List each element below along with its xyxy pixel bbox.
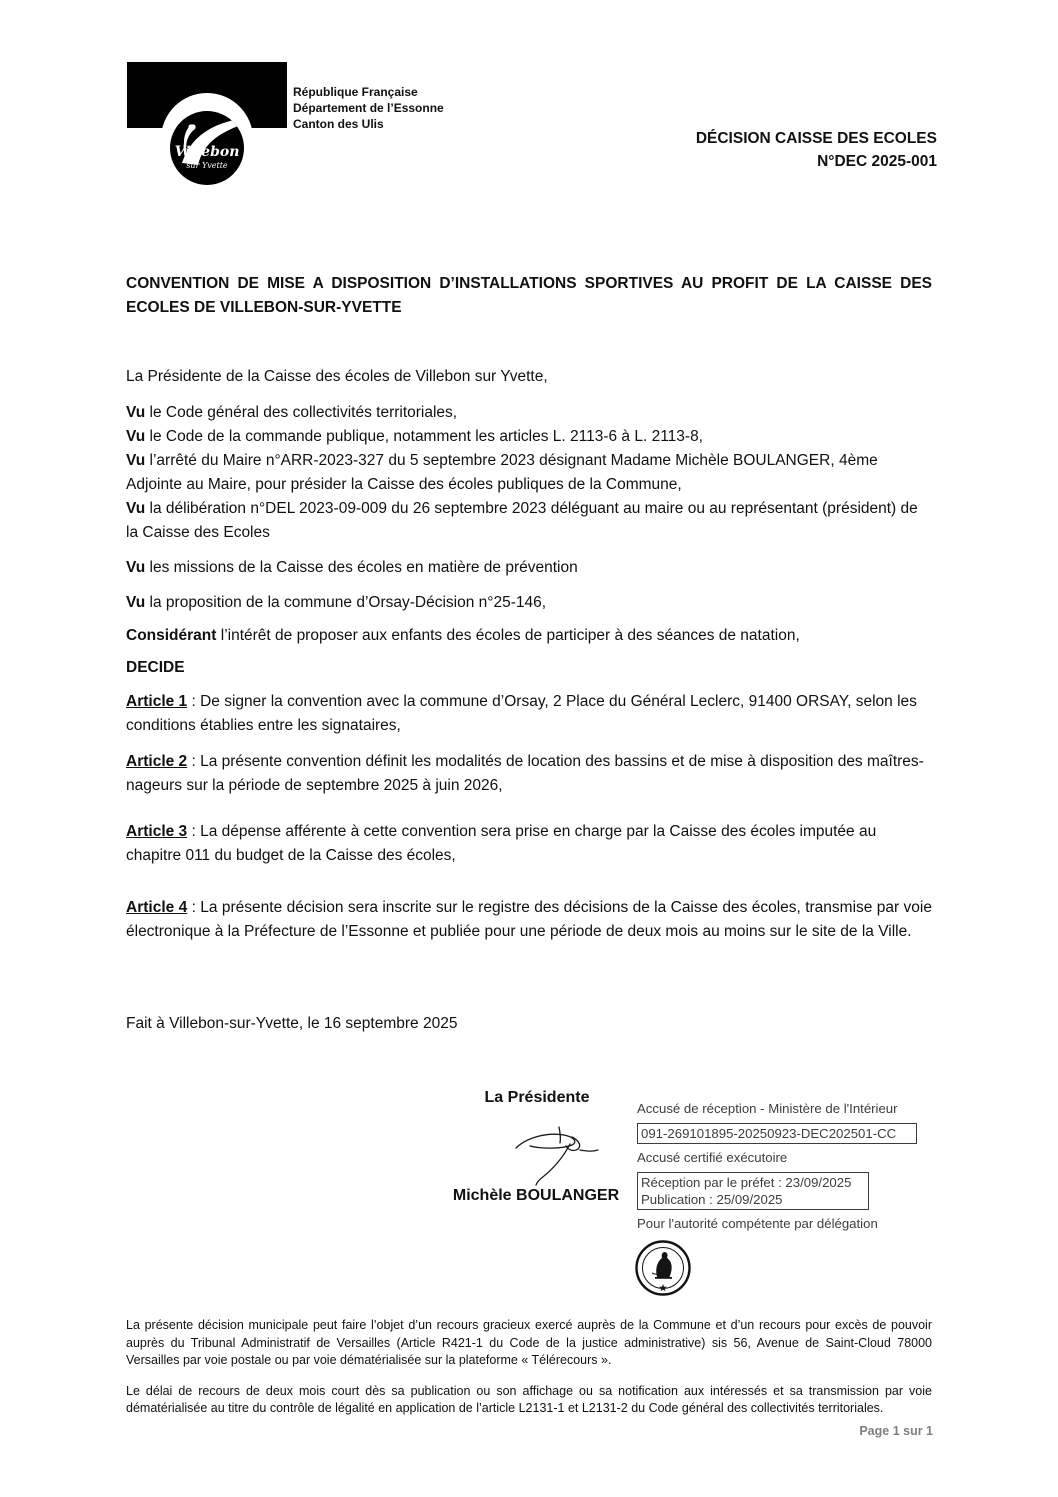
article-1-label: Article 1 xyxy=(126,693,188,710)
stamp-reception-date: Réception par le préfet : 23/09/2025 xyxy=(641,1175,852,1190)
vu-label: Vu xyxy=(126,404,146,421)
vu-text: la délibération n°DEL 2023-09-009 du 26 septembre 2023 déléguant au maire ou au représentant (président) de la Caisse des Ecoles xyxy=(126,500,918,541)
vu-text: les missions de la Caisse des écoles en matière de prévention xyxy=(145,559,578,576)
vu-label: Vu xyxy=(126,594,146,611)
legal-footer xyxy=(126,1317,932,1418)
article-1 xyxy=(126,690,932,738)
vu-clause-4 xyxy=(126,497,932,545)
vu-text: l’arrêté du Maire n°ARR-2023-327 du 5 septembre 2023 désignant Madame Michèle BOULANGER, 4ème Adjointe au Maire, pour présider la Caisse des écoles publiques de la Commune, xyxy=(126,452,878,493)
stamp-act-id: 091-269101895-20250923-DEC202501-CC xyxy=(637,1123,917,1144)
vu-text: le Code de la commande publique, notamment les articles L. 2113-6 à L. 2113-8, xyxy=(145,428,703,445)
handwritten-signature xyxy=(512,1124,607,1186)
vu-label: Vu xyxy=(126,428,146,445)
document-body xyxy=(126,272,932,1036)
stamp-certified: Accusé certifié exécutoire xyxy=(637,1150,788,1165)
article-2-text: : La présente convention définit les modalités de location des bassins et de mise à disposition des maîtres-nageurs sur la période de septembre 2025 à juin 2026, xyxy=(126,753,924,794)
article-4-text: : La présente décision sera inscrite sur le registre des décisions de la Caisse des écoles, transmise par voie électronique à la Préfecture de l’Essonne et publiée pour une période de deux mois au moins sur le site de la Ville. xyxy=(126,899,932,940)
logo-city-name: Villebon xyxy=(174,144,240,160)
vu-text: la proposition de la commune d’Orsay-Décision n°25-146, xyxy=(145,594,547,611)
vu-label: Vu xyxy=(126,559,146,576)
stamp-authority: Pour l'autorité compétente par délégation xyxy=(637,1216,878,1231)
stamp-publication-date: Publication : 25/09/2025 xyxy=(641,1192,783,1207)
article-1-text: : De signer la convention avec la commune d’Orsay, 2 Place du Général Leclerc, 91400 ORSAY, selon les conditions établies entre les signataires, xyxy=(126,693,917,734)
doc-ref-title: DÉCISION CAISSE DES ECOLES xyxy=(695,130,937,147)
vu-clause-3 xyxy=(126,449,932,497)
vu-label: Vu xyxy=(126,500,146,517)
considerant-text: l’intérêt de proposer aux enfants des écoles de participer à des séances de natation, xyxy=(216,627,800,644)
delay-paragraph: Le délai de recours de deux mois court dès sa publication ou son affichage ou sa notification aux intéressés et sa transmission par voie dématérialisée au titre du contrôle de légalité en application de l’article L2131-1 et L2131-2 du Code général des collectivités territoriales. xyxy=(126,1383,932,1415)
considerant-label: Considérant xyxy=(126,627,217,644)
page-number: Page 1 sur 1 xyxy=(859,1424,933,1438)
article-4 xyxy=(126,896,932,944)
stamp-reception-ministry: Accusé de réception - Ministère de l'Intérieur xyxy=(637,1101,898,1116)
city-logo xyxy=(127,62,297,192)
vu-clause-1 xyxy=(126,401,932,425)
recourse-paragraph: La présente décision municipale peut faire l’objet d’un recours gracieux exercé auprès de la Commune et d’un recours pour excès de pouvoir auprès du Tribunal Administratif de Versailles (Article R421-1 du Code de la justice administrative) sis 56, Avenue de Saint-Cloud 78000 Versailles par voie postale ou par voie dématérialisée sur la plateforme « Télérecours ». xyxy=(126,1318,932,1367)
vu-clause-5 xyxy=(126,556,932,580)
region-line-departement: Département de l’Essonne xyxy=(293,101,444,115)
logo-disc xyxy=(170,111,244,185)
considerant-clause xyxy=(126,624,932,648)
logo-city-subname: sur Yvette xyxy=(186,161,228,170)
vu-text: le Code général des collectivités territoriales, xyxy=(145,404,458,421)
article-3 xyxy=(126,820,932,868)
vu-clause-2 xyxy=(126,425,932,449)
vu-label: Vu xyxy=(126,452,146,469)
document-title: CONVENTION DE MISE A DISPOSITION D’INSTALLATIONS SPORTIVES AU PROFIT DE LA CAISSE DES ECOLES DE VILLEBON-SUR-YVETTE xyxy=(126,275,932,316)
date-place-line: Fait à Villebon-sur-Yvette, le 16 septembre 2025 xyxy=(126,1015,458,1032)
stamp-dates-box xyxy=(637,1172,869,1210)
article-2-label: Article 2 xyxy=(126,753,188,770)
article-3-text: : La dépense afférente à cette convention sera prise en charge par la Caisse des écoles imputée au chapitre 011 du budget de la Caisse des écoles, xyxy=(126,823,877,864)
signer-role: La Présidente xyxy=(484,1089,590,1106)
intro-line: La Présidente de la Caisse des écoles de Villebon sur Yvette, xyxy=(126,368,548,385)
decide-heading: DECIDE xyxy=(126,659,185,676)
doc-ref-number: N°DEC 2025-001 xyxy=(817,153,937,170)
article-2 xyxy=(126,750,932,798)
article-4-label: Article 4 xyxy=(126,899,188,916)
region-line-canton: Canton des Ulis xyxy=(293,117,384,131)
region-block xyxy=(293,84,444,132)
official-seal-icon xyxy=(634,1239,692,1297)
signer-name: Michèle BOULANGER xyxy=(452,1187,620,1204)
article-3-label: Article 3 xyxy=(126,823,188,840)
prefecture-stamp xyxy=(637,1100,937,1238)
region-line-republique: République Française xyxy=(293,85,418,99)
vu-clause-6 xyxy=(126,591,932,615)
document-reference xyxy=(696,127,937,173)
